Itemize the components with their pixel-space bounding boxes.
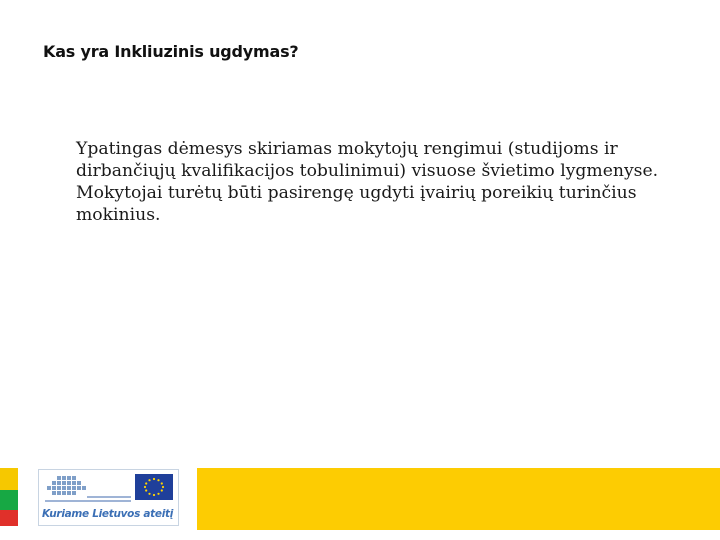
footer-logo-box: [38, 469, 179, 526]
footer-stripe-red: [0, 510, 18, 526]
lithuania-map-logo: [43, 472, 133, 508]
footer-stripe-yellow: [0, 468, 18, 490]
slide-title: Kas yra Inkliuzinis ugdymas?: [43, 42, 299, 61]
footer-stripe-green: [0, 490, 18, 510]
footer-yellow-bar: [197, 468, 720, 530]
eu-flag-icon: [135, 474, 173, 500]
logo-tagline: Kuriame Lietuvos ateitį: [42, 508, 174, 520]
slide-body-text: Ypatingas dėmesys skiriamas mokytojų rengimui (studijoms ir dirbančiųjų kvalifikacijos tobulinimui) visuose švietimo lygmenyse. Mokytojai turėtų būti pasirengę ugdyti įvairių poreikių turinčius mokinius.: [76, 139, 659, 225]
